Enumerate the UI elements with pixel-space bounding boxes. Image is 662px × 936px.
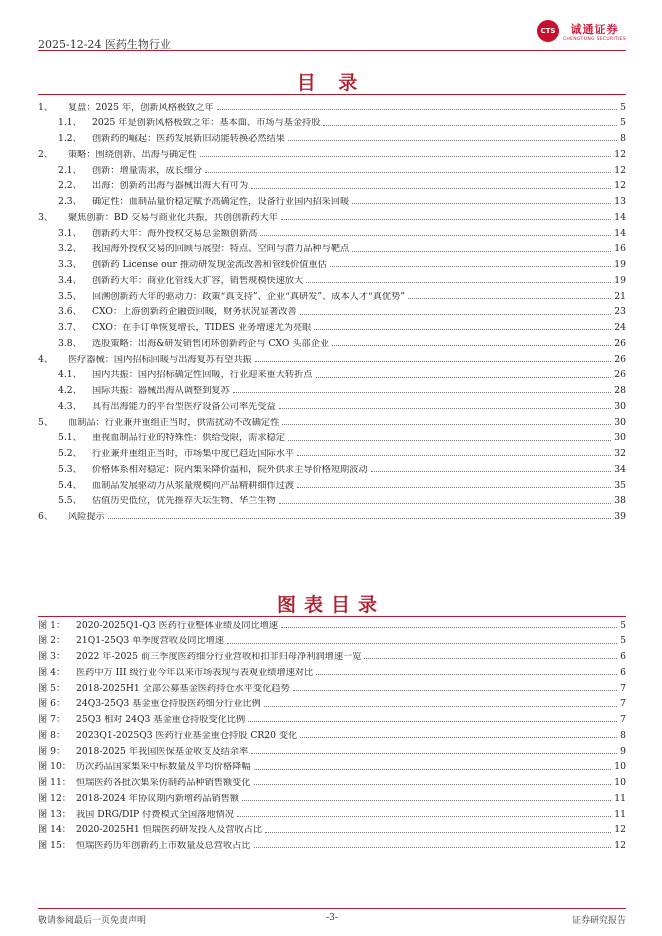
toc-entry-title: 出海：创新药出海与器械出海大有可为 (92, 181, 249, 191)
toc-entry-num: 6、 (38, 511, 54, 523)
figure-entry-page: 8 (620, 729, 626, 741)
toc-entry-page: 14 (614, 227, 626, 239)
figure-entry-page: 6 (620, 651, 626, 663)
dot-leader (264, 706, 617, 707)
toc-entry-page: 32 (614, 448, 626, 460)
toc-entry-title: 医疗器械：国内招标回暖与出海复苏有望共振 (68, 354, 252, 364)
toc-entry[interactable] (38, 238, 626, 254)
figure-entry-num: 图 8： (38, 729, 66, 741)
toc-entry-page: 12 (614, 148, 626, 160)
toc-entry[interactable] (38, 395, 626, 411)
toc-title: 目 录 (296, 72, 366, 94)
toc-entry[interactable] (38, 317, 626, 333)
toc-entry-title: 国际共振：器械出海从调整到复苏 (92, 386, 230, 396)
toc-entry[interactable] (38, 128, 626, 144)
dot-leader (352, 203, 611, 204)
logo-name-cn: 诚通证券 (570, 22, 619, 36)
dot-leader (330, 266, 611, 267)
dot-leader (254, 847, 612, 848)
figure-entry-page: 10 (614, 777, 626, 789)
toc-entry-num: 1.1、 (58, 117, 82, 129)
dot-leader (288, 440, 611, 441)
footer-disclaimer: 敬请参阅最后一页免责声明 (38, 916, 147, 926)
dot-leader (260, 235, 611, 236)
toc-entry-page: 30 (614, 416, 626, 428)
figure-entry-num: 图 11： (38, 777, 71, 789)
figure-entry-title: 历次药品国家集采中标数量及平均价格降幅 (76, 762, 251, 772)
figure-entry-title: 2022 年-2025 前三季度医药细分行业营收和扣非归母净利润增速一览 (76, 652, 362, 662)
figure-entry-title: 25Q3 相对 24Q3 基金重仓持股变化比例 (76, 715, 246, 725)
toc-entry-title: 血制品：行业兼并重组正当时，供需扰动不改确定性 (68, 417, 280, 427)
figure-entry-num: 图 15： (38, 840, 71, 852)
figure-entry[interactable] (38, 740, 626, 756)
dot-leader (323, 125, 617, 126)
figure-entry-num: 图 1： (38, 619, 66, 631)
toc-entry-page: 30 (614, 432, 626, 444)
figure-entry[interactable] (38, 693, 626, 709)
dot-leader (251, 753, 617, 754)
dot-leader (108, 518, 612, 519)
toc-entry-title: 血制品发展驱动力从浆量规模向产品精耕细作过渡 (92, 480, 295, 490)
figure-entry-num: 图 10： (38, 761, 71, 773)
toc-list (38, 96, 626, 521)
toc-entry[interactable] (38, 506, 626, 522)
toc-entry-num: 3.7、 (58, 322, 82, 334)
dot-leader (251, 188, 611, 189)
toc-entry[interactable] (38, 112, 626, 128)
toc-entry-title: 具有出海能力的平台型医疗设备公司率先受益 (92, 401, 276, 411)
figure-entry-num: 图 5： (38, 682, 66, 694)
toc-entry-num: 3、 (38, 211, 54, 223)
toc-entry-title: 国内共振：国内招标确定性回暖，行业迎来重大转折点 (92, 370, 313, 380)
dot-leader (254, 769, 612, 770)
dot-leader (288, 140, 617, 141)
toc-entry-page: 19 (614, 274, 626, 286)
toc-entry-page: 13 (614, 196, 626, 208)
figure-entry[interactable] (38, 630, 626, 646)
dot-leader (279, 408, 612, 409)
toc-entry-page: 21 (614, 290, 626, 302)
toc-entry[interactable] (38, 380, 626, 396)
toc-entry-title: 重视血制品行业的特殊性：供给受限，需求稳定 (92, 433, 285, 443)
toc-entry[interactable] (38, 301, 626, 317)
dot-leader (314, 329, 611, 330)
dot-leader (200, 156, 612, 157)
toc-entry-title: 估值历史低位，优先推荐天坛生物、华兰生物 (92, 496, 276, 506)
toc-entry-title: 我国海外授权交易的回顾与展望：特点、空间与潜力品种与靶点 (92, 244, 350, 254)
toc-entry-page: 39 (614, 511, 626, 523)
toc-entry[interactable] (38, 191, 626, 207)
toc-entry-num: 2.3、 (58, 196, 82, 208)
dot-leader (217, 109, 617, 110)
dot-leader (227, 643, 617, 644)
toc-entry-page: 12 (614, 164, 626, 176)
figure-entry[interactable] (38, 803, 626, 819)
footer-divider (38, 908, 626, 909)
figure-entry-page: 11 (614, 792, 626, 804)
toc-entry-title: 创新药大年：海外授权交易总金额创新高 (92, 228, 258, 238)
dot-leader (265, 832, 611, 833)
footer-page-number: -3- (326, 913, 338, 923)
figure-entry-title: 我国 DRG/DIP 付费模式全国落地情况 (76, 809, 234, 819)
toc-entry[interactable] (38, 143, 626, 159)
page-header (38, 20, 626, 50)
toc-entry-page: 12 (614, 180, 626, 192)
toc-entry-title: 创新：增量需求，成长细分 (92, 165, 203, 175)
footer-report-type: 证券研究报告 (571, 916, 626, 926)
dot-leader (242, 800, 611, 801)
figure-entry[interactable] (38, 614, 626, 630)
figure-entry[interactable] (38, 709, 626, 725)
toc-entry-num: 5.4、 (58, 479, 82, 491)
toc-entry-num: 3.3、 (58, 259, 82, 271)
dot-leader (371, 471, 612, 472)
toc-entry-title: 策略：围绕创新、出海与确定性 (68, 149, 197, 159)
toc-entry-page: 23 (614, 306, 626, 318)
figure-entry-page: 9 (620, 745, 626, 757)
toc-entry-page: 5 (620, 117, 626, 129)
toc-entry-page: 14 (614, 211, 626, 223)
toc-entry-title: 风险提示 (68, 512, 105, 522)
toc-entry-page: 34 (614, 463, 626, 475)
toc-entry-num: 5、 (38, 416, 54, 428)
dot-leader (297, 455, 611, 456)
dot-leader (254, 784, 612, 785)
figure-entry-title: 2018-2024 年协议期内新增药品销售额 (76, 793, 240, 803)
dot-leader (281, 219, 611, 220)
figure-entry-num: 图 12： (38, 792, 71, 804)
dot-leader (282, 424, 611, 425)
dot-leader (316, 377, 612, 378)
figure-entry-num: 图 6： (38, 698, 66, 710)
header-divider (38, 50, 626, 51)
toc-entry[interactable] (38, 269, 626, 285)
toc-entry-page: 24 (614, 322, 626, 334)
figure-entry-page: 5 (620, 635, 626, 647)
figure-entry[interactable] (38, 646, 626, 662)
header-date-industry: 2025-12-24 医药生物行业 (38, 38, 171, 51)
toc-entry-page: 8 (620, 133, 626, 145)
toc-entry-title: 回溯创新药大年的驱动力：政策“真支持”、企业“真研发”、成本人才“真优势” (92, 291, 405, 301)
toc-entry-num: 3.1、 (58, 227, 82, 239)
figure-toc-title: 图表目录 (276, 594, 385, 616)
toc-entry-page: 35 (614, 479, 626, 491)
figure-entry-title: 恒瑞医药各批次集采仿制药品种销售额变化 (76, 778, 251, 788)
figure-entry-page: 11 (614, 808, 626, 820)
toc-entry[interactable] (38, 222, 626, 238)
figure-entry-title: 24Q3-25Q3 基金重仓持股医药细分行业比例 (76, 699, 261, 709)
toc-entry[interactable] (38, 348, 626, 364)
dot-leader (300, 737, 617, 738)
toc-entry-page: 30 (614, 400, 626, 412)
toc-entry-title: 行业兼并重组正当时，市场集中度已趋近国际水平 (92, 449, 295, 459)
figure-entry[interactable] (38, 819, 626, 835)
toc-entry-num: 2、 (38, 148, 54, 160)
figure-entry-title: 2018-2025H1 全部公募基金医药持仓水平变化趋势 (76, 683, 290, 693)
figure-entry[interactable] (38, 835, 626, 851)
dot-leader (316, 674, 617, 675)
figure-entry-page: 6 (620, 666, 626, 678)
figure-entry-title: 2020-2025H1 恒瑞医药研发投入及营收占比 (76, 825, 263, 835)
dot-leader (255, 361, 612, 362)
figure-entry-page: 7 (620, 682, 626, 694)
toc-entry-num: 3.2、 (58, 243, 82, 255)
dot-leader (279, 503, 612, 504)
figure-entry[interactable] (38, 772, 626, 788)
toc-entry[interactable] (38, 411, 626, 427)
dot-leader (297, 487, 611, 488)
dot-leader (332, 345, 611, 346)
figure-entry-page: 7 (620, 714, 626, 726)
dot-leader (281, 627, 617, 628)
figure-entry-num: 图 4： (38, 666, 66, 678)
toc-entry-title: 创新药大年：商业化管线大扩容，销售规模快速放大 (92, 275, 304, 285)
toc-entry[interactable] (38, 96, 626, 112)
figure-entry-page: 7 (620, 698, 626, 710)
figure-entry[interactable] (38, 756, 626, 772)
figure-entry[interactable] (38, 677, 626, 693)
toc-entry-num: 4.2、 (58, 385, 82, 397)
figure-entry-num: 图 13： (38, 808, 71, 820)
toc-entry-page: 38 (614, 495, 626, 507)
figure-entry-title: 2023Q1-2025Q3 医药行业基金重仓持股 CR20 变化 (76, 730, 298, 740)
figure-entry-page: 12 (614, 824, 626, 836)
toc-entry-num: 4.3、 (58, 400, 82, 412)
dot-leader (300, 314, 612, 315)
figure-entry-num: 图 2： (38, 635, 66, 647)
toc-entry-title: 选股策略：出海&研发销售闭环创新药企与 CXO 头部企业 (92, 338, 330, 348)
toc-entry[interactable] (38, 458, 626, 474)
logo-mark-icon: CTS (537, 20, 559, 42)
dot-leader (408, 298, 611, 299)
toc-entry[interactable] (38, 254, 626, 270)
toc-entry-num: 3.4、 (58, 274, 82, 286)
dot-leader (248, 721, 617, 722)
dot-leader (205, 172, 611, 173)
figure-entry[interactable] (38, 787, 626, 803)
figure-entry-title: 恒瑞医药历年创新药上市数量及总营收占比 (76, 841, 251, 851)
logo-name-en: CHENGTONG SECURITIES (562, 36, 626, 42)
toc-entry-num: 5.1、 (58, 432, 82, 444)
toc-title-underline (38, 94, 626, 95)
figure-toc-list (38, 614, 626, 850)
dot-leader (233, 392, 611, 393)
figure-entry[interactable] (38, 661, 626, 677)
toc-entry-num: 4、 (38, 353, 54, 365)
toc-entry-title: 创新药的崛起：医药发展新旧动能转换必然结果 (92, 134, 285, 144)
toc-entry-title: CXO：在手订单恢复增长，TIDES 业务增速尤为亮眼 (92, 323, 312, 333)
figure-entry-num: 图 7： (38, 714, 66, 726)
toc-entry[interactable] (38, 175, 626, 191)
dot-leader (237, 816, 611, 817)
figure-entry-num: 图 9： (38, 745, 66, 757)
toc-entry[interactable] (38, 443, 626, 459)
toc-entry-title: CXO：上游创新药企融资回暖，财务状况显著改善 (92, 307, 297, 317)
toc-entry-num: 3.5、 (58, 290, 82, 302)
toc-entry-num: 5.3、 (58, 463, 82, 475)
toc-entry-num: 2.2、 (58, 180, 82, 192)
toc-entry-title: 2025 年是创新风格极致之年：基本面、市场与基金持股 (92, 118, 321, 128)
toc-entry-num: 2.1、 (58, 164, 82, 176)
figure-entry-num: 图 3： (38, 651, 66, 663)
toc-entry-title: 确定性：血制品量价稳定赋予高确定性，设备行业国内招采回暖 (92, 197, 350, 207)
figure-entry-page: 10 (614, 761, 626, 773)
toc-entry[interactable] (38, 206, 626, 222)
toc-entry[interactable] (38, 332, 626, 348)
toc-entry-num: 3.6、 (58, 306, 82, 318)
toc-entry[interactable] (38, 490, 626, 506)
toc-entry[interactable] (38, 427, 626, 443)
figure-entry-title: 21Q1-25Q3 单季度营收及同比增速 (76, 636, 225, 646)
toc-entry[interactable] (38, 474, 626, 490)
toc-entry-page: 28 (614, 385, 626, 397)
toc-entry-num: 3.8、 (58, 337, 82, 349)
figure-entry-title: 医药中万 III 级行业今年以来市场表现与表观业绩增速对比 (76, 667, 314, 677)
toc-entry-page: 26 (614, 337, 626, 349)
figure-entry[interactable] (38, 724, 626, 740)
toc-entry-num: 5.5、 (58, 495, 82, 507)
figure-entry-title: 2018-2025 年我国医保基金收支及结余率 (76, 746, 249, 756)
toc-entry-num: 1.2、 (58, 133, 82, 145)
dot-leader (364, 658, 617, 659)
figure-entry-num: 图 14： (38, 824, 71, 836)
toc-entry[interactable] (38, 159, 626, 175)
toc-entry-num: 5.2、 (58, 448, 82, 460)
toc-entry-title: 复盘：2025 年，创新风格极致之年 (68, 102, 214, 112)
toc-entry[interactable] (38, 364, 626, 380)
toc-entry-page: 19 (614, 259, 626, 271)
company-logo (537, 20, 626, 42)
toc-entry-title: 创新药 License our 推动研发现金流改善和管线价值重估 (92, 260, 327, 270)
figure-entry-title: 2020-2025Q1-Q3 医药行业整体业绩及同比增速 (76, 620, 279, 630)
figure-entry-page: 5 (620, 619, 626, 631)
toc-entry-page: 5 (620, 101, 626, 113)
toc-entry-page: 26 (614, 369, 626, 381)
toc-entry-num: 4.1、 (58, 369, 82, 381)
toc-entry-page: 26 (614, 353, 626, 365)
toc-entry-title: 聚焦创新：BD 交易与商业化共振，共创创新药大年 (68, 212, 278, 222)
toc-entry-num: 1、 (38, 101, 54, 113)
toc-entry[interactable] (38, 285, 626, 301)
figure-entry-page: 12 (614, 840, 626, 852)
dot-leader (306, 282, 611, 283)
toc-entry-title: 价格体系相对稳定：院内集采降价温和，院外供求主导价格短期波动 (92, 464, 368, 474)
dot-leader (293, 690, 617, 691)
dot-leader (352, 251, 611, 252)
toc-entry-page: 16 (614, 243, 626, 255)
